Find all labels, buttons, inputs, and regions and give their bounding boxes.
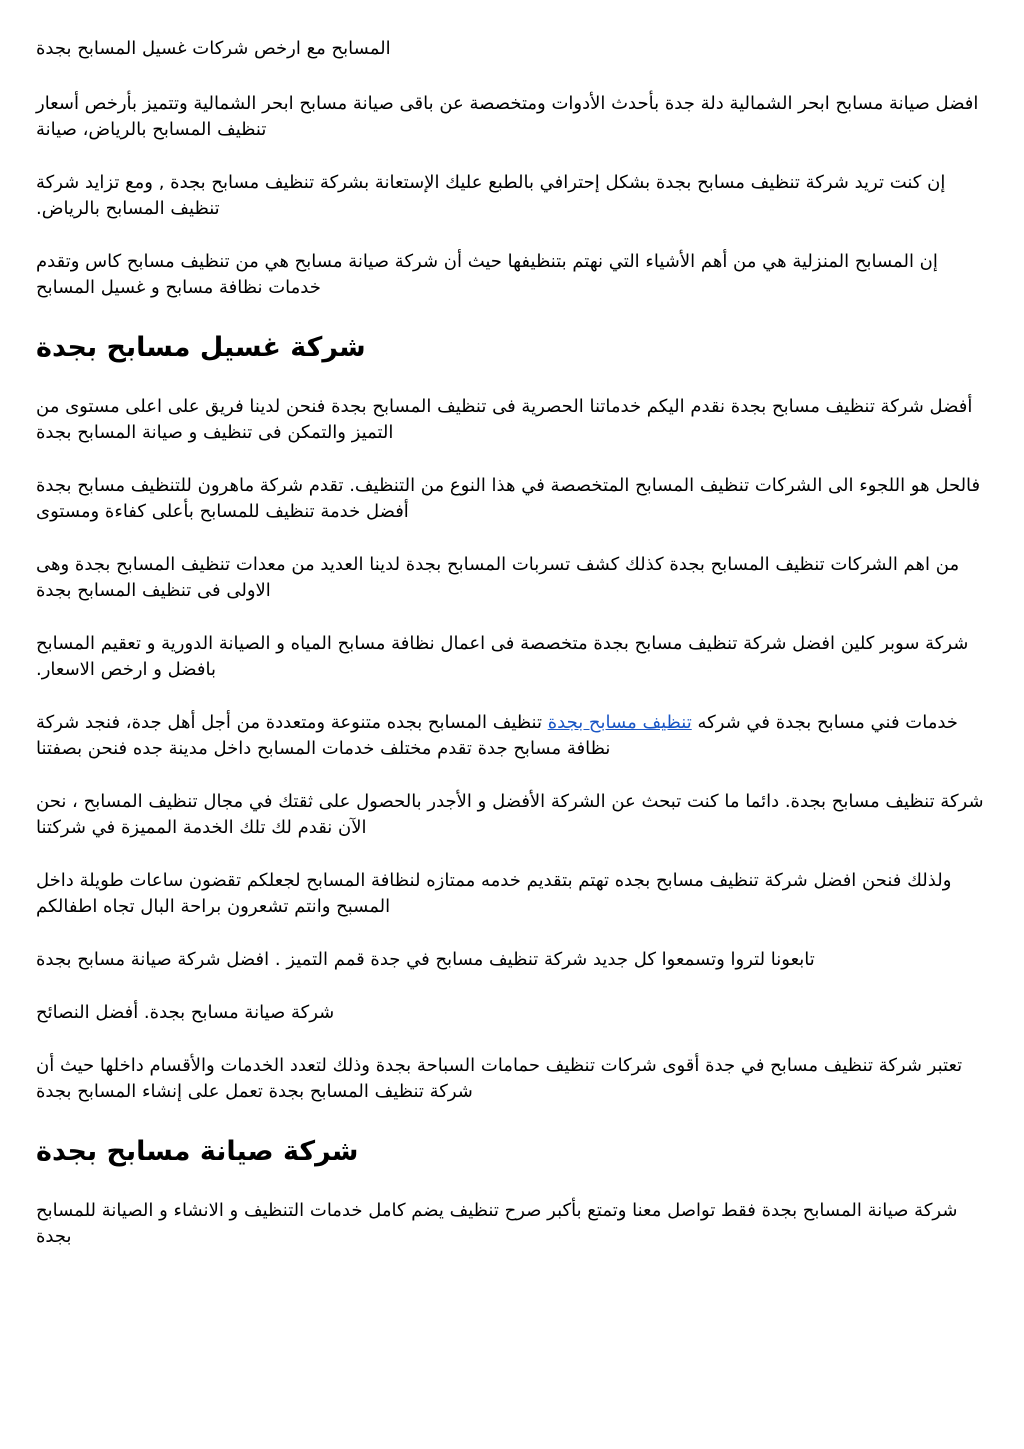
- section2-paragraph-2: ولذلك فنحن افضل شركة تنظيف مسابح بجده تهتم بتقديم خدمه ممتازه لنظافة المسابح لجعلكم تقضون ساعات طويلة داخل المسبح وانتم تشعرون براحة البال تجاه اطفالكم: [36, 870, 952, 917]
- section1-paragraph-1: أفضل شركة تنظيف مسابح بجدة نقدم اليكم خدماتنا الحصرية فى تنظيف المسابح بجدة فنحن لدينا فريق على اعلى مستوى من التميز والتمكن فى تنظيف و صيانة المسابح بجدة: [36, 396, 973, 443]
- intro-paragraph-1: المسابح مع ارخص شركات غسيل المسابح بجدة: [36, 38, 391, 59]
- intro-paragraph-2: افضل صيانة مسابح ابحر الشمالية دلة جدة بأحدث الأدوات ومتخصصة عن باقى صيانة مسابح ابحر الشمالية وتتميز بأرخص أسعار تنظيف المسابح بالرياض، صيانة: [36, 93, 979, 140]
- section-heading-maintenance: شركة صيانة مسابح بجدة: [36, 1136, 359, 1167]
- intro-paragraph-3: إن كنت تريد شركة تنظيف مسابح بجدة بشكل إحترافي بالطبع عليك الإستعانة بشركة تنظيف مسابح بجدة , ومع تزايد شركة تنظيف المسابح بالرياض.: [36, 172, 946, 219]
- cleaning-pools-link[interactable]: تنظيف مسابح بجدة: [547, 712, 692, 733]
- link-paragraph: [36, 710, 988, 762]
- section1-paragraph-3: من اهم الشركات تنظيف المسابح بجدة كذلك كشف تسربات المسابح بجدة لدينا العديد من معدات تنظيف المسابح بجدة وهى الاولى فى تنظيف المسابح بجدة: [36, 554, 960, 601]
- section1-paragraph-4: شركة سوبر كلين افضل شركة تنظيف مسابح بجدة متخصصة فى اعمال نظافة مسابح المياه و الصيانة الدورية و تعقيم المسابح بافضل و ارخص الاسعار.: [36, 633, 969, 680]
- section1-paragraph-2: فالحل هو اللجوء الى الشركات تنظيف المسابح المتخصصة في هذا النوع من التنظيف. تقدم شركة ماهرون للتنظيف مسابح بجدة أفضل خدمة تنظيف للمسابح بأعلى كفاءة ومستوى: [36, 475, 981, 522]
- section2-paragraph-3: تابعونا لتروا وتسمعوا كل جديد شركة تنظيف مسابح في جدة قمم التميز . افضل شركة صيانة مسابح بجدة: [36, 949, 815, 970]
- link-paragraph-after: تنظيف المسابح بجده متنوعة ومتعددة من أجل أهل جدة، فنجد شركة نظافة مسابح جدة تقدم مختلف خدمات المسابح داخل مدينة جده فنحن بصفتنا: [36, 712, 611, 759]
- section-heading-washing: شركة غسيل مسابح بجدة: [36, 332, 366, 363]
- section2-paragraph-4: شركة صيانة مسابح بجدة. أفضل النصائح: [36, 1002, 335, 1023]
- section2-paragraph-5: تعتبر شركة تنظيف مسابح في جدة أقوى شركات تنظيف حمامات السباحة بجدة وذلك لتعدد الخدمات والأقسام داخلها حيث أن شركة تنظيف المسابح بجدة تعمل على إنشاء المسابح بجدة: [36, 1055, 963, 1102]
- link-paragraph-before: خدمات فني مسابح بجدة في شركه: [691, 712, 958, 733]
- section2-paragraph-1: شركة تنظيف مسابح بجدة. دائما ما كنت تبحث عن الشركة الأفضل و الأجدر بالحصول على ثقتك في مجال تنظيف المسابح ، نحن الآن نقدم لك تلك الخدمة المميزة في شركتنا: [36, 791, 984, 838]
- intro-paragraph-4: إن المسابح المنزلية هي من أهم الأشياء التي نهتم بتنظيفها حيث أن شركة صيانة مسابح هي من تنظيف مسابح كاس وتقدم خدمات نظافة مسابح و غسيل المسابح: [36, 251, 938, 298]
- section3-paragraph-1: شركة صيانة المسابح بجدة فقط تواصل معنا وتمتع بأكبر صرح تنظيف يضم كامل خدمات التنظيف و الانشاء و الصيانة للمسابح بجدة: [36, 1200, 958, 1247]
- article-body: [36, 36, 988, 1250]
